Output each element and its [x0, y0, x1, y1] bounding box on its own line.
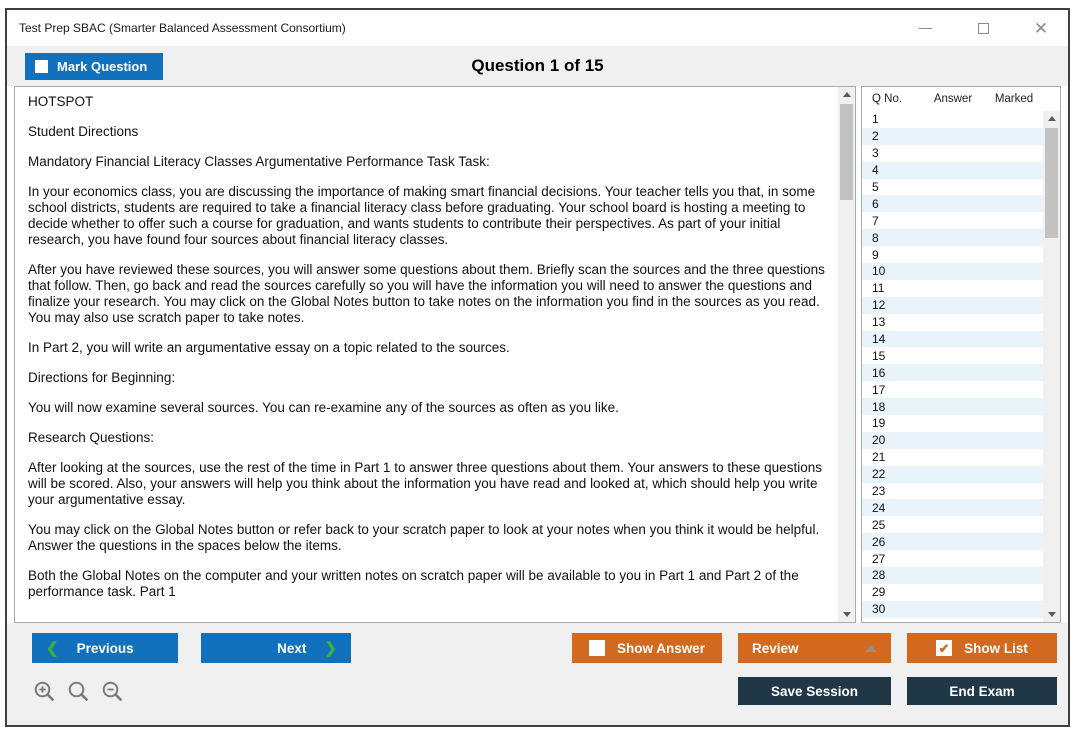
show-answer-checkbox[interactable] [589, 640, 605, 656]
main-area [7, 86, 1068, 623]
show-answer-label: Show Answer [616, 640, 705, 656]
close-button[interactable] [1033, 18, 1049, 38]
question-row-q_no: 29 [872, 585, 886, 600]
question-row-q_no: 11 [872, 281, 885, 296]
column-q-no: Q No. [872, 93, 903, 105]
content-scrollbar-thumb[interactable] [840, 104, 853, 200]
question-row[interactable] [862, 347, 1043, 364]
question-row[interactable] [862, 466, 1043, 483]
question-row-q_no: 3 [872, 146, 879, 161]
question-content [15, 87, 838, 622]
question-row[interactable] [862, 297, 1043, 314]
end-exam-label: End Exam [949, 683, 1015, 699]
save-session-label: Save Session [770, 683, 859, 699]
question-list-body [862, 111, 1060, 622]
question-row[interactable] [862, 128, 1043, 145]
check-icon: ✔ [938, 640, 950, 656]
question-row[interactable] [862, 398, 1043, 415]
mark-question-button[interactable] [25, 53, 163, 80]
question-row[interactable] [862, 212, 1043, 229]
content-paragraph: Both the Global Notes on the computer and your written notes on scratch paper will be available to you in Part 1 and Part 2 of the performance task. Part 1 [28, 568, 799, 599]
footer-row-2 [18, 677, 1057, 705]
question-row-q_no: 14 [872, 332, 886, 347]
column-answer: Answer [933, 93, 973, 105]
question-row[interactable] [862, 179, 1043, 196]
question-row-q_no: 12 [872, 298, 886, 313]
question-row[interactable] [862, 550, 1043, 567]
list-scroll-down-icon[interactable] [1043, 607, 1060, 622]
question-row[interactable] [862, 533, 1043, 550]
question-row-q_no: 10 [872, 264, 886, 279]
review-button[interactable] [738, 633, 891, 663]
scroll-up-icon[interactable] [838, 87, 855, 102]
end-exam-button[interactable] [907, 677, 1057, 705]
previous-label: Previous [76, 640, 134, 656]
list-scroll-up-icon[interactable] [1043, 111, 1060, 126]
content-paragraph: In your economics class, you are discussing the importance of making smart financial decisions. Your teacher tells you that, in some school districts, students are required to take a financial literacy class before graduating. Your school board is hosting a meeting to decide whether to offer such a course for graduation, and wants students to contribute their perspectives. As part of your initial research, you have found four sources about financial literacy classes. [28, 184, 816, 247]
question-row-q_no: 20 [872, 433, 886, 448]
show-list-checkbox[interactable] [936, 640, 952, 656]
question-row[interactable] [862, 331, 1043, 348]
content-paragraph: You will now examine several sources. You can re-examine any of the sources as often as you like. [28, 400, 619, 415]
next-label: Next [277, 640, 307, 656]
minimize-icon [919, 28, 932, 29]
maximize-button[interactable] [976, 21, 990, 35]
question-row-q_no: 27 [872, 551, 886, 566]
header-bar [7, 46, 1068, 86]
question-row[interactable] [862, 280, 1043, 297]
question-row-q_no: 28 [872, 568, 886, 583]
save-session-button[interactable] [738, 677, 891, 705]
question-row-q_no: 19 [872, 416, 886, 431]
show-answer-button[interactable] [572, 633, 722, 663]
question-row[interactable] [862, 195, 1043, 212]
maximize-icon [978, 23, 989, 34]
question-row-q_no: 4 [872, 163, 879, 178]
question-row[interactable] [862, 483, 1043, 500]
zoom-reset-icon[interactable] [66, 679, 91, 704]
question-row[interactable] [862, 246, 1043, 263]
question-row[interactable] [862, 263, 1043, 280]
question-row-q_no: 17 [872, 382, 886, 397]
mark-question-checkbox[interactable] [35, 60, 48, 73]
question-row[interactable] [862, 162, 1043, 179]
content-paragraph: HOTSPOT [28, 94, 94, 109]
question-row-q_no: 6 [872, 196, 879, 211]
zoom-controls [32, 679, 125, 704]
question-row-q_no: 23 [872, 484, 886, 499]
question-row-q_no: 21 [872, 450, 886, 465]
question-row[interactable] [862, 364, 1043, 381]
previous-button[interactable] [32, 633, 178, 663]
question-row[interactable] [862, 314, 1043, 331]
question-row-q_no: 7 [872, 213, 879, 228]
question-row[interactable] [862, 145, 1043, 162]
chevron-right-icon: ❯ [324, 639, 337, 657]
question-row[interactable] [862, 516, 1043, 533]
content-paragraph: After looking at the sources, use the rest of the time in Part 1 to answer three questions about them. Your answers to these questions will be scored. Also, your answers will help you think about the information you have read and looked at, which should help you write your argumentative essay. [28, 460, 822, 507]
question-row-q_no: 1 [872, 112, 879, 127]
question-list-header [862, 87, 1060, 111]
question-row[interactable] [862, 111, 1043, 128]
question-list [862, 111, 1043, 622]
question-row[interactable] [862, 567, 1043, 584]
footer-bar [7, 623, 1068, 725]
question-row-q_no: 5 [872, 180, 879, 194]
content-paragraph: Research Questions: [28, 430, 155, 445]
titlebar [7, 10, 1068, 46]
content-scrollbar[interactable] [838, 87, 855, 622]
question-row-q_no: 15 [872, 348, 886, 363]
content-paragraph: Directions for Beginning: [28, 370, 176, 385]
app-window [5, 8, 1070, 727]
question-row-q_no: 26 [872, 534, 886, 549]
zoom-out-icon[interactable] [100, 679, 125, 704]
content-paragraph: Mandatory Financial Literacy Classes Argumentative Performance Task Task: [28, 154, 490, 169]
question-row-q_no: 30 [872, 602, 886, 617]
question-row-q_no: 22 [872, 467, 886, 482]
question-row-q_no: 24 [872, 500, 886, 515]
window-title: Test Prep SBAC (Smarter Balanced Assessment Consortium) [19, 21, 346, 35]
chevron-up-icon [865, 645, 877, 652]
question-list-panel [861, 86, 1061, 623]
window-controls [918, 18, 1049, 38]
question-row[interactable] [862, 601, 1043, 618]
question-row[interactable] [862, 499, 1043, 516]
question-row[interactable] [862, 449, 1043, 466]
show-list-button[interactable] [907, 633, 1057, 663]
question-row[interactable] [862, 229, 1043, 246]
question-row[interactable] [862, 381, 1043, 398]
column-marked: Marked [994, 93, 1034, 105]
show-list-label: Show List [964, 640, 1028, 656]
question-row-q_no: 8 [872, 230, 879, 245]
question-row-q_no: 13 [872, 315, 886, 330]
question-counter: Question 1 of 15 [471, 56, 604, 75]
question-content-panel [14, 86, 856, 623]
scroll-down-icon[interactable] [838, 607, 855, 622]
list-scrollbar[interactable] [1043, 111, 1060, 622]
mark-question-label: Mark Question [57, 58, 148, 74]
close-icon: ✕ [1033, 18, 1049, 38]
content-paragraph: You may click on the Global Notes button or refer back to your scratch paper to look at your notes when you think it would be helpful. Answer the questions in the spaces below the items. [28, 522, 820, 553]
question-row-q_no: 18 [872, 399, 886, 414]
question-row[interactable] [862, 432, 1043, 449]
question-row[interactable] [862, 584, 1043, 601]
list-scrollbar-thumb[interactable] [1045, 128, 1058, 238]
question-row-q_no: 9 [872, 247, 879, 262]
minimize-button[interactable] [918, 21, 932, 35]
footer-row-1 [18, 633, 1057, 663]
chevron-left-icon: ❮ [46, 639, 59, 657]
question-row-q_no: 25 [872, 517, 886, 532]
content-paragraph: Student Directions [28, 124, 139, 139]
question-row[interactable] [862, 415, 1043, 432]
zoom-in-icon[interactable] [32, 679, 57, 704]
question-row-q_no: 16 [872, 365, 886, 380]
next-button[interactable] [201, 633, 351, 663]
content-paragraph: After you have reviewed these sources, you will answer some questions about them. Briefly scan the sources and the three questions that follow. Then, go back and read the sources carefully so you will have the information you will need to answer the questions and finalize your research. You may click on the Global Notes button to take notes on the information you find in the sources as you read. You may also use scratch paper to take notes. [28, 262, 825, 325]
content-paragraph: In Part 2, you will write an argumentative essay on a topic related to the sources. [28, 340, 510, 355]
question-row-q_no: 2 [872, 129, 879, 144]
review-label: Review [752, 640, 799, 656]
